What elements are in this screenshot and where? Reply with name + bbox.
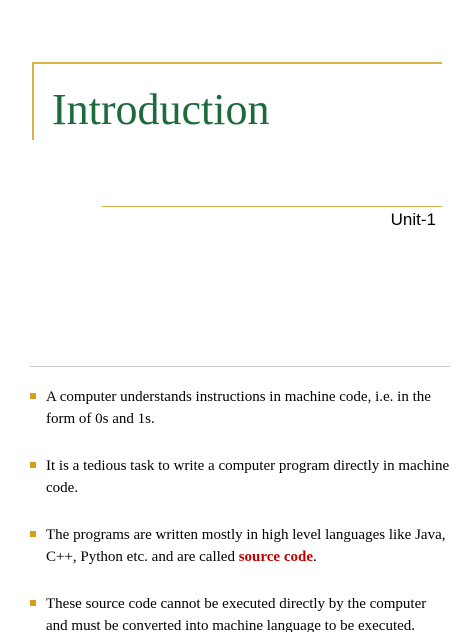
slide-title: Introduction (52, 85, 270, 134)
bullet-text-before: The programs are written mostly in high level languages like Java, C++, Python etc. and are called (46, 527, 446, 565)
bullet-list (30, 386, 450, 632)
bullet-text: These source code cannot be executed directly by the computer and must be converted into machine language to be executed. (46, 596, 427, 632)
square-bullet-icon (30, 462, 36, 468)
square-bullet-icon (30, 393, 36, 399)
bullet-item-conversion (30, 593, 450, 632)
subtitle-rule (102, 206, 442, 207)
bullet-text: A computer understands instructions in machine code, i.e. in the form of 0s and 1s. (46, 389, 431, 427)
square-bullet-icon (30, 531, 36, 537)
bullet-item-machine-code (30, 386, 450, 430)
source-code-highlight: source code (238, 549, 313, 565)
square-bullet-icon (30, 600, 36, 606)
bullet-text: It is a tedious task to write a computer program directly in machine code. (46, 458, 450, 496)
bullet-item-tedious-task (30, 455, 450, 499)
title-frame-top-rule (32, 62, 442, 64)
content-slide (0, 364, 474, 632)
bullet-text-after: . (313, 549, 317, 565)
bullet-item-source-code (30, 524, 450, 568)
slide-top-divider (30, 366, 450, 367)
title-frame-left-rule (32, 62, 34, 140)
slide-subtitle: Unit-1 (390, 210, 436, 229)
